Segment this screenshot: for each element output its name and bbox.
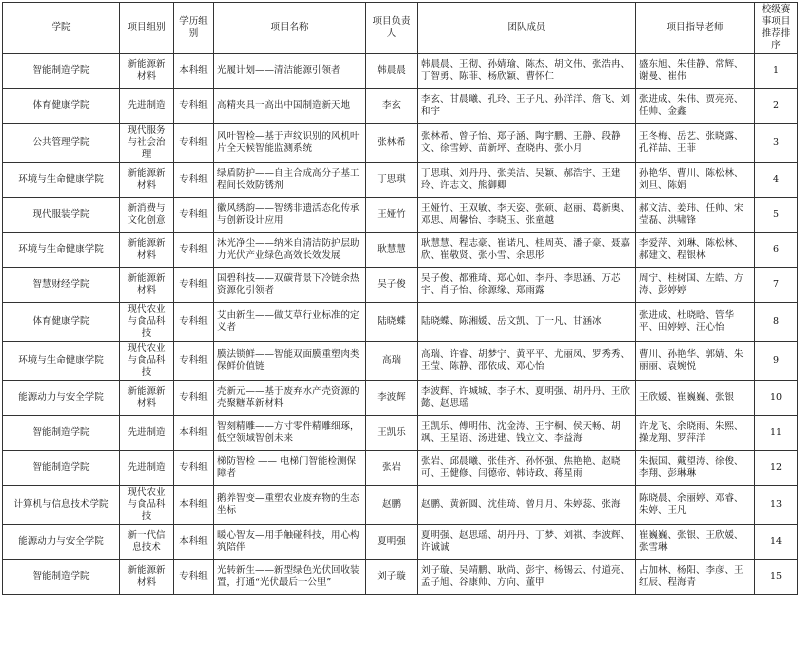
cell-members: 耿慧慧、程志豪、崔诺凡、桂周英、潘子豪、聂嘉欣、崔敬贤、张小雪、余思彤 xyxy=(418,233,636,268)
cell-project: 鹅养智变—重塑农业废弃物的生态坐标 xyxy=(214,486,366,525)
cell-group: 新能源新材料 xyxy=(120,560,174,595)
cell-advisors: 朱振国、戴望涛、徐俊、李翔、彭琳琳 xyxy=(636,451,755,486)
table-header-row xyxy=(3,3,798,54)
cell-advisors: 曹川、孙艳华、郭婧、朱丽丽、袁婉悦 xyxy=(636,342,755,381)
cell-group: 现代服务与社会治理 xyxy=(120,124,174,163)
cell-leader: 韩晨晨 xyxy=(366,54,418,89)
table-row xyxy=(3,486,798,525)
cell-college: 公共管理学院 xyxy=(3,124,120,163)
cell-level: 本科组 xyxy=(174,54,214,89)
cell-leader: 丁思琪 xyxy=(366,163,418,198)
cell-leader: 刘子璇 xyxy=(366,560,418,595)
cell-leader: 吴子俊 xyxy=(366,268,418,303)
cell-advisors: 张进成、杜晓晗、管华平、田婷婷、汪心怡 xyxy=(636,303,755,342)
cell-members: 李玄、甘晨曦、孔玲、王子凡、孙洋洋、詹飞、刘和宇 xyxy=(418,89,636,124)
cell-project: 徽风绣韵——智绣非遗活态化传承与创新设计应用 xyxy=(214,198,366,233)
header-advisors: 项目指导老师 xyxy=(636,3,755,54)
cell-rank: 3 xyxy=(755,124,798,163)
cell-project: 国碧科技——双碳背景下冷链余热资源化引领者 xyxy=(214,268,366,303)
cell-level: 专科组 xyxy=(174,163,214,198)
table-row xyxy=(3,89,798,124)
cell-members: 李波辉、许城城、李子木、夏明强、胡丹丹、王欣懿、赵思瑶 xyxy=(418,381,636,416)
cell-leader: 李波辉 xyxy=(366,381,418,416)
cell-rank: 8 xyxy=(755,303,798,342)
table-row xyxy=(3,54,798,89)
table-row xyxy=(3,163,798,198)
cell-members: 韩晨晨、王彻、孙婧瑜、陈杰、胡文伟、张浩冉、丁智勇、陈菲、杨欣颖、曹怀仁 xyxy=(418,54,636,89)
cell-project: 光转新生——新型绿色光伏回收装置，打通“光伏最后一公里” xyxy=(214,560,366,595)
cell-members: 张岩、邱晨曦、张佳齐、孙怀强、焦艳艳、赵晓可、王健修、闫德帝、韩诗政、蒋星雨 xyxy=(418,451,636,486)
cell-group: 现代农业与食品科技 xyxy=(120,486,174,525)
table-row xyxy=(3,451,798,486)
cell-project: 暖心智友—用手触碰科技，用心构筑陪伴 xyxy=(214,525,366,560)
header-project: 项目名称 xyxy=(214,3,366,54)
header-leader: 项目负责人 xyxy=(366,3,418,54)
cell-rank: 7 xyxy=(755,268,798,303)
cell-level: 本科组 xyxy=(174,525,214,560)
cell-rank: 4 xyxy=(755,163,798,198)
cell-group: 新能源新材料 xyxy=(120,381,174,416)
cell-level: 专科组 xyxy=(174,89,214,124)
cell-project: 沐光净尘——纳米自清洁防护层助力光伏产业绿色高效长效发展 xyxy=(214,233,366,268)
cell-leader: 李玄 xyxy=(366,89,418,124)
cell-project: 绿盾防护——自主合成高分子基工程间长效防锈剂 xyxy=(214,163,366,198)
cell-group: 先进制造 xyxy=(120,451,174,486)
cell-members: 夏明强、赵思瑶、胡丹丹、丁梦、刘祺、李波辉、许诚诚 xyxy=(418,525,636,560)
cell-leader: 张林希 xyxy=(366,124,418,163)
cell-level: 专科组 xyxy=(174,451,214,486)
cell-members: 赵鹏、黄新圆、沈佳琦、曾月月、朱婷蕊、张海 xyxy=(418,486,636,525)
cell-members: 高瑞、许睿、胡梦宁、黄平平、尤丽凤、罗秀秀、王莹、陈静、邵依成、邓心怡 xyxy=(418,342,636,381)
cell-members: 丁思琪、刘丹丹、张美洁、吴颖、郝浩宇、王建玲、许志文、熊御卿 xyxy=(418,163,636,198)
cell-leader: 夏明强 xyxy=(366,525,418,560)
cell-college: 智能制造学院 xyxy=(3,451,120,486)
cell-college: 计算机与信息技术学院 xyxy=(3,486,120,525)
cell-group: 新能源新材料 xyxy=(120,268,174,303)
cell-leader: 高瑞 xyxy=(366,342,418,381)
header-rank: 校级赛事项目推荐排序 xyxy=(755,3,798,54)
cell-advisors: 李爱萍、刘琳、陈松林、郝建文、程银林 xyxy=(636,233,755,268)
cell-level: 本科组 xyxy=(174,416,214,451)
cell-level: 专科组 xyxy=(174,198,214,233)
cell-group: 新能源新材料 xyxy=(120,233,174,268)
cell-project: 智刻精雕——方寸零件精雕细琢，低空领域智创未来 xyxy=(214,416,366,451)
cell-level: 专科组 xyxy=(174,124,214,163)
cell-members: 吴子俊、都雅琦、郑心如、李丹、李思涵、万芯宇、肖子怡、徐源缘、郑雨露 xyxy=(418,268,636,303)
cell-level: 专科组 xyxy=(174,342,214,381)
cell-advisors: 周宁、桂树国、左皓、方涛、彭婷婷 xyxy=(636,268,755,303)
table-row xyxy=(3,124,798,163)
table-row xyxy=(3,381,798,416)
cell-advisors: 陈晓晨、余丽婷、邓睿、朱婷、王凡 xyxy=(636,486,755,525)
cell-advisors: 占加林、杨阳、李彦、王红辰、程海青 xyxy=(636,560,755,595)
header-college: 学院 xyxy=(3,3,120,54)
table-row xyxy=(3,303,798,342)
cell-level: 专科组 xyxy=(174,381,214,416)
header-members: 团队成员 xyxy=(418,3,636,54)
cell-members: 张林希、曾子怡、郑子涵、陶宇鹏、王静、段静文、徐雪婷、苗新坪、查晓冉、张小月 xyxy=(418,124,636,163)
cell-project: 风叶智检—基于声纹识别的风机叶片全天候智能监测系统 xyxy=(214,124,366,163)
cell-project: 光履计划——清洁能源引领者 xyxy=(214,54,366,89)
table-row xyxy=(3,525,798,560)
cell-advisors: 崔巍巍、张银、王欣媛、张雪琳 xyxy=(636,525,755,560)
cell-college: 现代服装学院 xyxy=(3,198,120,233)
cell-college: 环境与生命健康学院 xyxy=(3,233,120,268)
cell-group: 先进制造 xyxy=(120,416,174,451)
cell-level: 专科组 xyxy=(174,560,214,595)
cell-project: 梯防智检 —— 电梯门智能检测保障者 xyxy=(214,451,366,486)
cell-project: 膜法锁鲜——智能双面膜重塑肉类保鲜价值链 xyxy=(214,342,366,381)
cell-members: 刘子璇、吴靖鹏、耿尚、彭宇、杨锡云、付道亮、孟子旭、谷康帅、方向、董甲 xyxy=(418,560,636,595)
project-table xyxy=(2,2,798,595)
cell-advisors: 王欣媛、崔巍巍、张银 xyxy=(636,381,755,416)
cell-rank: 2 xyxy=(755,89,798,124)
table-row xyxy=(3,198,798,233)
cell-college: 智能制造学院 xyxy=(3,560,120,595)
cell-college: 环境与生命健康学院 xyxy=(3,163,120,198)
cell-advisors: 许龙飞、余晓雨、朱熙、操龙翔、罗萍洋 xyxy=(636,416,755,451)
cell-advisors: 盛东旭、朱佳静、常辉、谢曼、崔伟 xyxy=(636,54,755,89)
header-level: 学历组别 xyxy=(174,3,214,54)
cell-college: 环境与生命健康学院 xyxy=(3,342,120,381)
cell-advisors: 孙艳华、曹川、陈松林、刘旦、陈娟 xyxy=(636,163,755,198)
cell-leader: 赵鹏 xyxy=(366,486,418,525)
cell-members: 王娅竹、王双敏、李天姿、张硕、赵丽、葛新奥、邓思、周馨怡、李晓玉、张童越 xyxy=(418,198,636,233)
cell-leader: 陆晓蝶 xyxy=(366,303,418,342)
cell-group: 新一代信息技术 xyxy=(120,525,174,560)
cell-advisors: 王冬梅、岳艺、张晓露、孔祥喆、王菲 xyxy=(636,124,755,163)
cell-group: 现代农业与食品科技 xyxy=(120,342,174,381)
cell-members: 陆晓蝶、陈湘媛、岳文凯、丁一凡、甘涵冰 xyxy=(418,303,636,342)
cell-level: 专科组 xyxy=(174,268,214,303)
cell-leader: 耿慧慧 xyxy=(366,233,418,268)
cell-group: 现代农业与食品科技 xyxy=(120,303,174,342)
table-row xyxy=(3,233,798,268)
cell-rank: 5 xyxy=(755,198,798,233)
table-row xyxy=(3,560,798,595)
cell-advisors: 郝文洁、姜玮、任帅、宋莹磊、洪啸锋 xyxy=(636,198,755,233)
cell-level: 专科组 xyxy=(174,303,214,342)
cell-college: 智能制造学院 xyxy=(3,416,120,451)
cell-rank: 12 xyxy=(755,451,798,486)
cell-group: 新消费与文化创意 xyxy=(120,198,174,233)
cell-group: 先进制造 xyxy=(120,89,174,124)
cell-rank: 6 xyxy=(755,233,798,268)
table-row xyxy=(3,268,798,303)
cell-leader: 张岩 xyxy=(366,451,418,486)
cell-college: 体育健康学院 xyxy=(3,89,120,124)
cell-advisors: 张进成、朱伟、贾亮亮、任帅、金鑫 xyxy=(636,89,755,124)
cell-rank: 1 xyxy=(755,54,798,89)
cell-members: 王凯乐、傅明伟、沈金涛、王宇桐、侯天畅、胡飒、王星语、汤进建、钱立文、李益海 xyxy=(418,416,636,451)
cell-college: 体育健康学院 xyxy=(3,303,120,342)
cell-college: 能源动力与安全学院 xyxy=(3,525,120,560)
cell-leader: 王凯乐 xyxy=(366,416,418,451)
cell-project: 壳新元——基于废弃水产壳资源的壳聚糖革新材料 xyxy=(214,381,366,416)
cell-rank: 14 xyxy=(755,525,798,560)
cell-rank: 13 xyxy=(755,486,798,525)
cell-leader: 王娅竹 xyxy=(366,198,418,233)
cell-project: 艾由新生——做艾草行业标准的定义者 xyxy=(214,303,366,342)
cell-rank: 9 xyxy=(755,342,798,381)
cell-level: 专科组 xyxy=(174,233,214,268)
cell-rank: 10 xyxy=(755,381,798,416)
header-group: 项目组别 xyxy=(120,3,174,54)
cell-project: 高精夹具一高出中国制造新天地 xyxy=(214,89,366,124)
cell-rank: 11 xyxy=(755,416,798,451)
cell-college: 智慧财经学院 xyxy=(3,268,120,303)
cell-group: 新能源新材料 xyxy=(120,163,174,198)
cell-group: 新能源新材料 xyxy=(120,54,174,89)
cell-level: 本科组 xyxy=(174,486,214,525)
cell-college: 智能制造学院 xyxy=(3,54,120,89)
table-row xyxy=(3,342,798,381)
cell-college: 能源动力与安全学院 xyxy=(3,381,120,416)
cell-rank: 15 xyxy=(755,560,798,595)
table-row xyxy=(3,416,798,451)
